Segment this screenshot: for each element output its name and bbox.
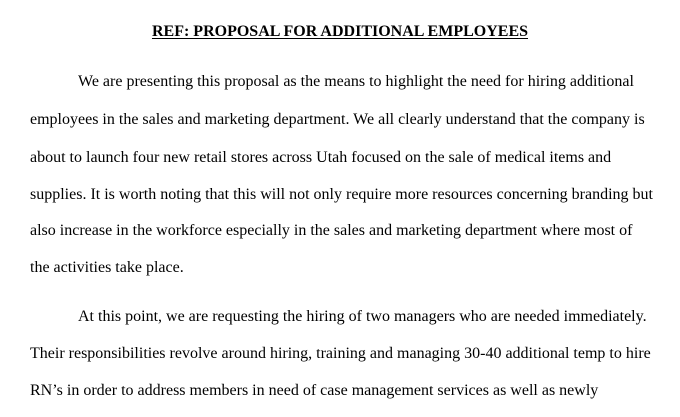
document-title (0, 22, 680, 42)
paragraph1-line-5: also increase in the workforce especially in the sales and marketing department where most of (30, 222, 633, 239)
paragraph1-line-3: about to launch four new retail stores across Utah focused on the sale of medical items and (30, 149, 612, 166)
paragraph1-line-2: employees in the sales and marketing department. We all clearly understand that the company is (30, 111, 645, 128)
paragraph1-line-4: supplies. It is worth noting that this will not only require more resources concerning branding but (30, 186, 653, 203)
paragraph1-line-6: the activities take place. (30, 259, 184, 276)
paragraph2-line-2: Their responsibilities revolve around hiring, training and managing 30-40 additional temp to hire (30, 345, 651, 362)
document-title-text: REF: PROPOSAL FOR ADDITIONAL EMPLOYEES (151, 23, 529, 40)
paragraph2-line-3: RN’s in order to address members in need of case management services as well as newly (30, 382, 599, 399)
paragraph2-line-1: At this point, we are requesting the hiring of two managers who are needed immediately. (78, 308, 647, 325)
paragraph1-line-1: We are presenting this proposal as the means to highlight the need for hiring additional (78, 73, 634, 90)
